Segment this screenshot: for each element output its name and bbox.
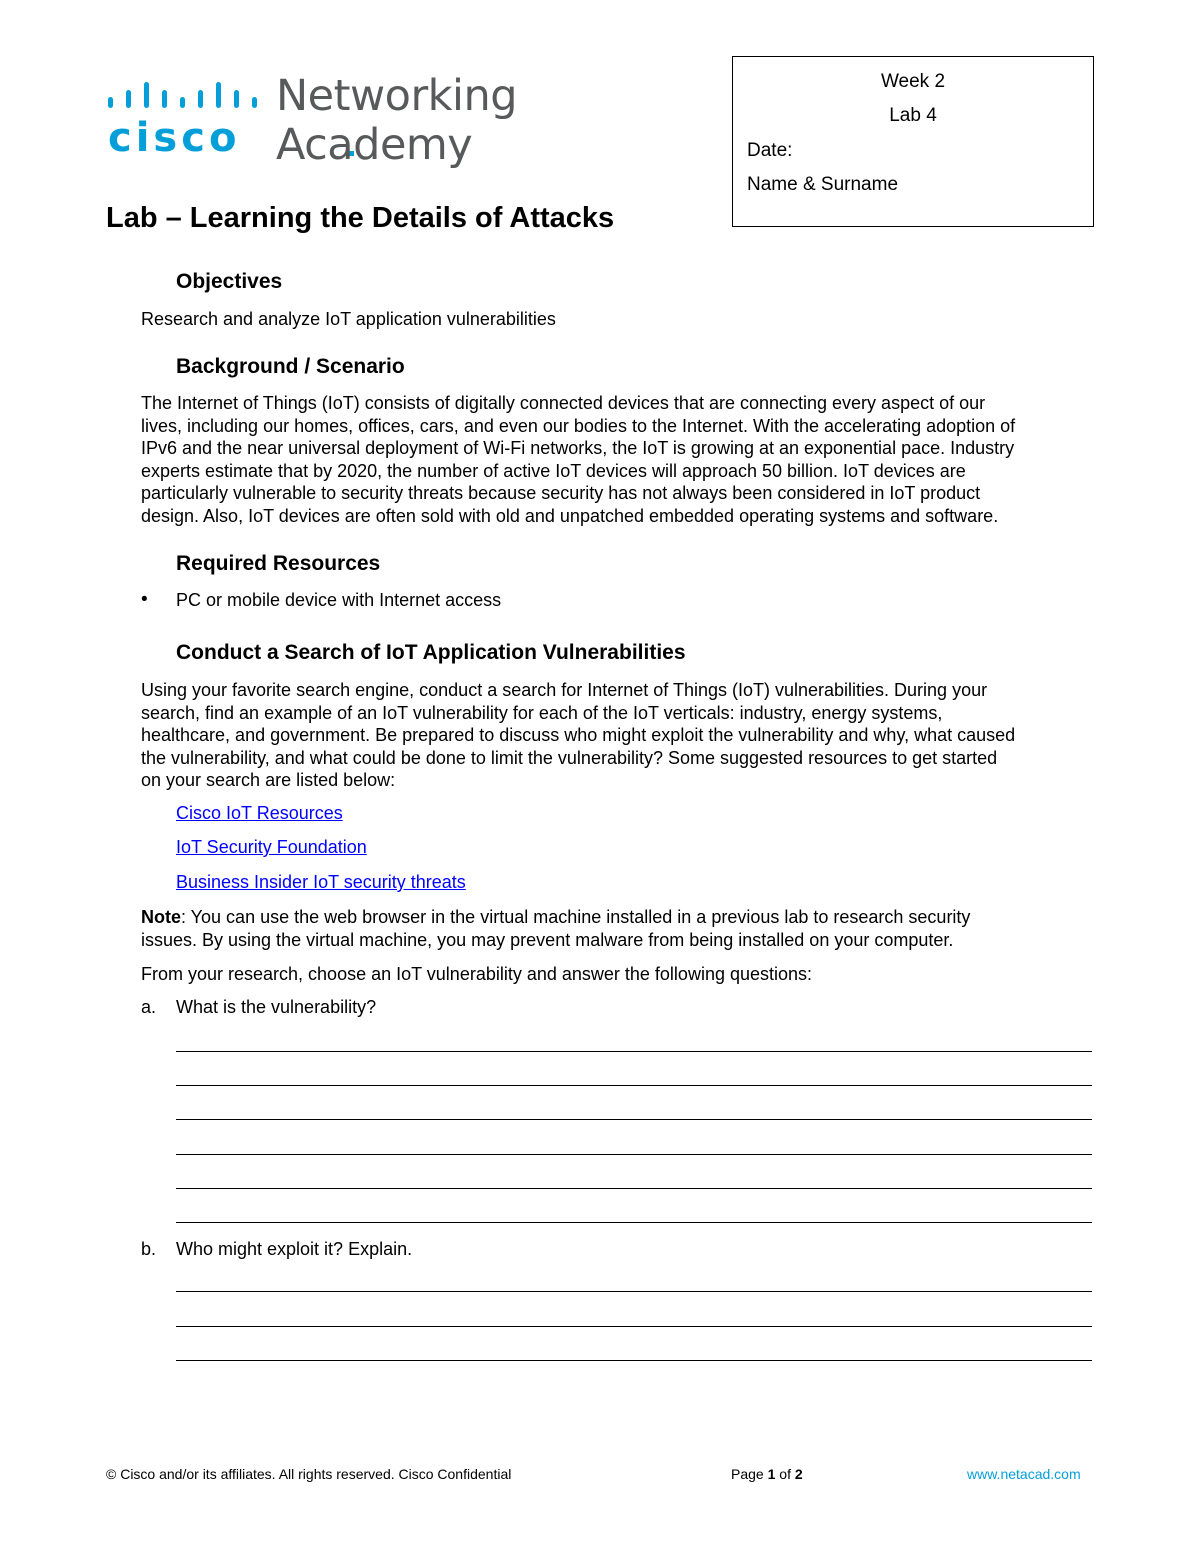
iot-security-foundation-link[interactable]: IoT Security Foundation: [176, 837, 367, 857]
footer-page-number: Page 1 of 2: [731, 1466, 803, 1482]
cisco-bars-icon: [106, 80, 266, 116]
page-title: Lab – Learning the Details of Attacks: [106, 202, 615, 234]
answer-line[interactable]: [176, 1119, 1092, 1120]
lab-label: Lab 4: [889, 105, 937, 126]
note-label: Note: [141, 907, 181, 927]
background-heading: Background / Scenario: [176, 355, 405, 378]
bullet-icon: •: [141, 589, 148, 610]
logo-networking-text: Networking: [276, 71, 518, 121]
search-heading: Conduct a Search of IoT Application Vulnerabilities: [176, 641, 686, 664]
answer-line[interactable]: [176, 1326, 1092, 1327]
answer-line[interactable]: [176, 1188, 1092, 1189]
question-a-text: What is the vulnerability?: [176, 997, 377, 1017]
question-a-letter: a.: [141, 997, 157, 1017]
cisco-wordmark: cisco: [108, 115, 241, 161]
week-label: Week 2: [880, 71, 946, 92]
resource-item: PC or mobile device with Internet access: [176, 590, 502, 610]
footer-copyright: © Cisco and/or its affiliates. All rights reserved. Cisco Confidential: [106, 1466, 512, 1482]
cisco-iot-resources-link[interactable]: Cisco IoT Resources: [176, 803, 343, 823]
search-paragraph: Using your favorite search engine, conduct a search for Internet of Things (IoT) vulnerabilities. During your search, find an example of an IoT vulnerability for each of the IoT verticals: industry, energy systems, healthcare, and government. Be prepared to discuss who might exploit the vulnerability and why, what caused the vulnerability, and what could be done to limit the vulnerability? Some suggested resources to get started on your search are listed below:: [141, 680, 1016, 791]
date-label: Date:: [747, 140, 793, 161]
question-b-letter: b.: [141, 1239, 157, 1259]
footer-website-link[interactable]: www.netacad.com: [967, 1466, 1081, 1482]
question-b-text: Who might exploit it? Explain.: [176, 1239, 413, 1259]
logo-academy-text: Academy: [276, 120, 473, 170]
answer-line[interactable]: [176, 1154, 1092, 1155]
answer-line[interactable]: [176, 1360, 1092, 1361]
business-insider-link[interactable]: Business Insider IoT security threats: [176, 872, 466, 892]
objectives-heading: Objectives: [176, 270, 283, 293]
note-paragraph: Note: You can use the web browser in the virtual machine installed in a previous lab to research security issues. By using the virtual machine, you may prevent malware from being installed on your computer.: [141, 907, 971, 950]
cisco-networking-academy-logo: [106, 71, 518, 172]
required-resources-heading: Required Resources: [176, 552, 381, 575]
student-info-box: [732, 56, 1094, 227]
answer-line[interactable]: [176, 1051, 1092, 1052]
answer-line[interactable]: [176, 1085, 1092, 1086]
background-paragraph: The Internet of Things (IoT) consists of digitally connected devices that are connecting every aspect of our lives, including our homes, offices, cars, and even our bodies to the Internet. With the accelerating adoption of IPv6 and the near universal deployment of Wi-Fi networks, the IoT is growing at an exponential pace. Industry experts estimate that by 2020, the number of active IoT devices will approach 50 billion. IoT devices are particularly vulnerable to security threats because security has not always been considered in IoT product design. Also, IoT devices are often sold with old and unpatched embedded operating systems and software.: [141, 393, 1016, 526]
objectives-text: Research and analyze IoT application vulnerabilities: [141, 309, 556, 329]
answer-line[interactable]: [176, 1222, 1092, 1223]
research-prompt: From your research, choose an IoT vulnerability and answer the following questions:: [141, 964, 813, 984]
name-surname-label: Name & Surname: [747, 174, 899, 195]
answer-line[interactable]: [176, 1291, 1092, 1292]
